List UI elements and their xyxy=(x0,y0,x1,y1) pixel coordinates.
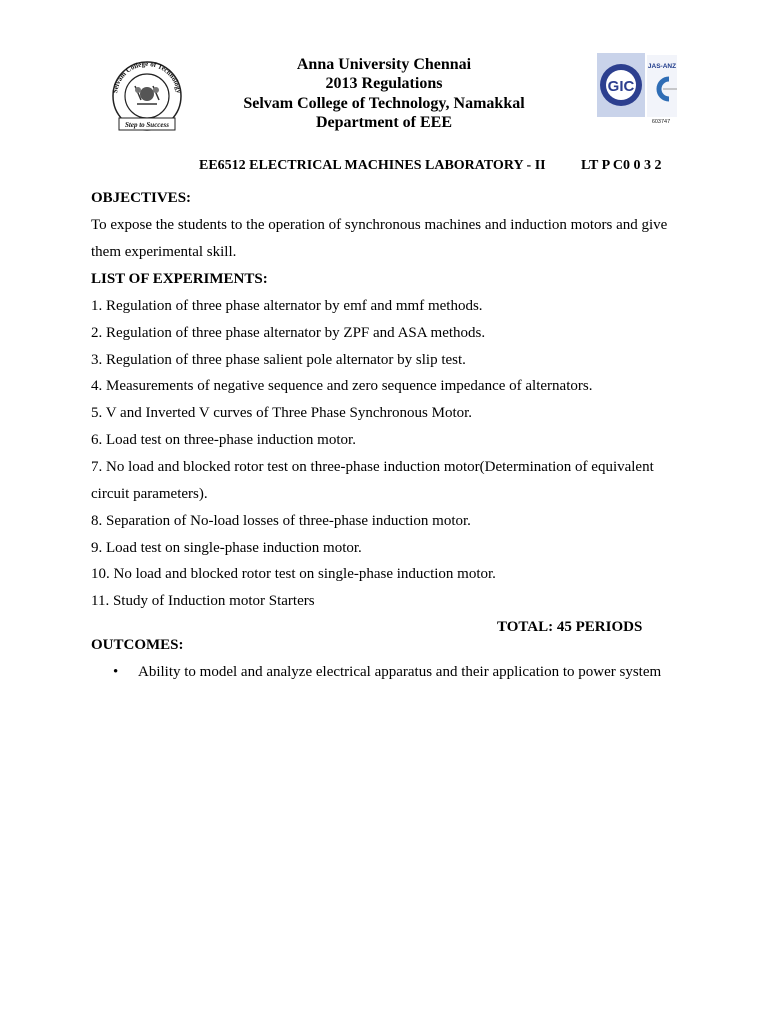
regulation-year: 2013 Regulations xyxy=(325,75,443,93)
experiment-item: 5. V and Inverted V curves of Three Phase Synchronous Motor. xyxy=(91,405,473,421)
certification-mark-icon xyxy=(597,53,677,125)
experiment-item: 10. No load and blocked rotor test on single-phase induction motor. xyxy=(91,566,496,582)
college-motto: Step to Success xyxy=(125,121,169,129)
document-header xyxy=(200,55,568,132)
course-title: EE6512 ELECTRICAL MACHINES LABORATORY - II xyxy=(199,158,546,173)
experiment-item: 11. Study of Induction motor Starters xyxy=(91,593,315,609)
ltpc-credits: LT P C0 0 3 2 xyxy=(581,158,662,173)
college-seal-icon xyxy=(109,56,185,134)
experiments-heading: LIST OF EXPERIMENTS: xyxy=(91,271,268,287)
university-name: Anna University Chennai xyxy=(296,56,472,73)
outcome-item: Ability to model and analyze electrical apparatus and their application to power system xyxy=(138,664,662,680)
experiment-item: 1. Regulation of three phase alternator by emf and mmf methods. xyxy=(91,298,483,314)
outcomes-heading: OUTCOMES: xyxy=(91,637,184,653)
college-seal-text: Selvam College of Technology xyxy=(111,59,183,94)
total-periods: TOTAL: 45 PERIODS xyxy=(497,619,643,635)
experiment-item: 8. Separation of No-load losses of three-phase induction motor. xyxy=(91,513,471,529)
gic-text: GIC xyxy=(607,78,635,95)
experiment-item-continuation: circuit parameters). xyxy=(91,486,208,502)
jas-anz-text: JAS-ANZ xyxy=(647,63,677,70)
experiment-item: 2. Regulation of three phase alternator by ZPF and ASA methods. xyxy=(91,325,486,341)
experiment-item: 4. Measurements of negative sequence and zero sequence impedance of alternators. xyxy=(91,378,593,394)
experiment-item: 7. No load and blocked rotor test on three-phase induction motor(Determination of equivalent xyxy=(91,459,654,475)
college-name: Selvam College of Technology, Namakkal xyxy=(243,94,525,112)
experiment-item: 9. Load test on single-phase induction motor. xyxy=(91,540,362,556)
college-logo xyxy=(109,56,185,134)
objectives-text: To expose the students to the operation of synchronous machines and induction motors and give them experimental skill. xyxy=(91,217,668,260)
bullet-icon: • xyxy=(113,664,119,680)
experiment-item: 3. Regulation of three phase salient pole alternator by slip test. xyxy=(91,352,466,368)
certification-logo xyxy=(597,53,677,125)
cert-number: 603747 xyxy=(651,119,671,125)
objectives-heading: OBJECTIVES: xyxy=(91,190,192,206)
experiment-item: 6. Load test on three-phase induction motor. xyxy=(91,432,356,448)
department-name: Department of EEE xyxy=(316,113,452,131)
